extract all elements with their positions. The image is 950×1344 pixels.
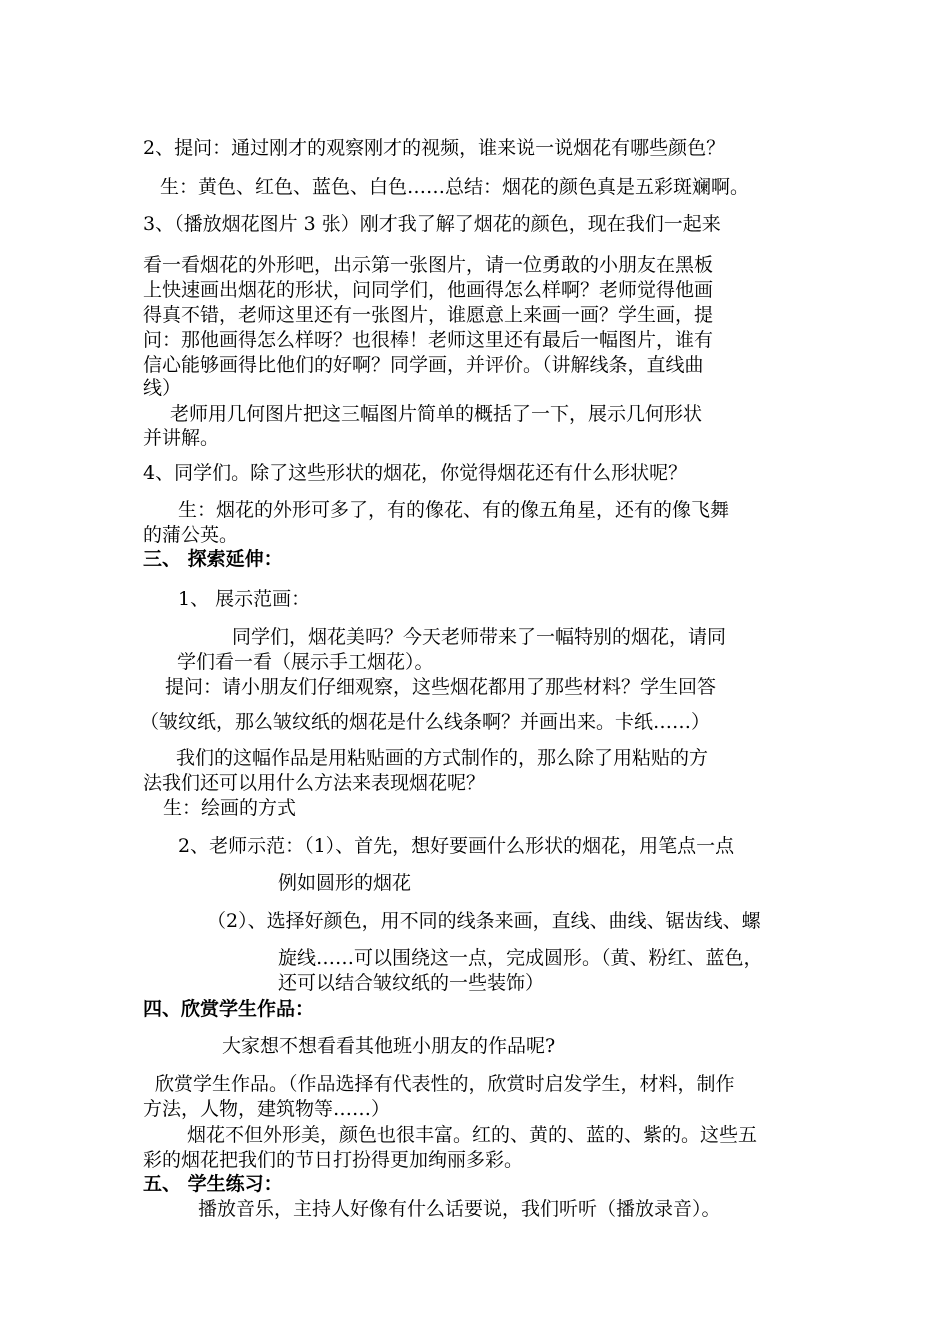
text-line: 提问：请小朋友们仔细观察，这些烟花都用了那些材料？学生回答 — [165, 676, 717, 698]
text-line: 并讲解。 — [143, 427, 220, 449]
text-line: 的蒲公英。 — [143, 524, 239, 546]
text-line: 法我们还可以用什么方法来表现烟花呢？ — [143, 772, 486, 794]
text-line: 播放音乐，主持人好像有什么话要说，我们听听（播放录音）。 — [198, 1198, 721, 1220]
text-line: 彩的烟花把我们的节日打扮得更加绚丽多彩。 — [143, 1149, 524, 1171]
text-line: 3、（播放烟花图片 3 张）刚才我了解了烟花的颜色，现在我们一起来 — [143, 213, 721, 235]
subsection-heading: 2、老师示范：（1）、首先，想好要画什么形状的烟花，用笔点一点 — [178, 835, 735, 857]
text-line: 生：绘画的方式 — [163, 797, 297, 819]
text-line: 得真不错，老师这里还有一张图片，谁愿意上来画一画？学生画，提 — [143, 304, 714, 326]
text-line: 线） — [143, 377, 182, 399]
subsection-heading: 1、 展示范画： — [178, 588, 311, 610]
text-line: （皱纹纸，那么皱纹纸的烟花是什么线条啊？并画出来。卡纸……） — [140, 711, 711, 733]
text-line: 大家想不想看看其他班小朋友的作品呢? — [222, 1035, 556, 1057]
text-line: 看一看烟花的外形吧，出示第一张图片，请一位勇敢的小朋友在黑板 — [143, 254, 714, 276]
section-heading: 五、 学生练习： — [143, 1173, 283, 1195]
text-line: 学们看一看（展示手工烟花）。 — [177, 651, 434, 673]
section-heading: 三、 探索延伸： — [143, 548, 283, 570]
text-line: 生：烟花的外形可多了，有的像花、有的像五角星，还有的像飞舞 — [178, 499, 730, 521]
text-line: 方法，人物，建筑物等……） — [143, 1098, 391, 1120]
text-line: 2、提问：通过刚才的观察刚才的视频，谁来说一说烟花有哪些颜色？ — [143, 137, 726, 159]
text-line: 上快速画出烟花的形状，问同学们，他画得怎么样啊？老师觉得他画 — [143, 279, 714, 301]
text-line: 烟花不但外形美，颜色也很丰富。红的、黄的、蓝的、紫的。这些五 — [187, 1124, 758, 1146]
text-line: 旋线……可以围绕这一点，完成圆形。（黄、粉红、蓝色， — [278, 947, 763, 969]
text-line: 欣赏学生作品。（作品选择有代表性的，欣赏时启发学生，材料，制作 — [155, 1073, 735, 1095]
text-line: 生：黄色、红色、蓝色、白色……总结：烟花的颜色真是五彩斑斓啊。 — [160, 176, 750, 198]
text-line: 老师用几何图片把这三幅图片简单的概括了一下，展示几何形状 — [170, 403, 703, 425]
text-line: 信心能够画得比他们的好啊？同学画，并评价。（讲解线条，直线曲 — [143, 354, 704, 376]
text-line: 例如圆形的烟花 — [278, 872, 412, 894]
text-line: 4、同学们。除了这些形状的烟花，你觉得烟花还有什么形状呢？ — [143, 462, 688, 484]
section-heading: 四、欣赏学生作品： — [143, 998, 315, 1020]
text-line: 我们的这幅作品是用粘贴画的方式制作的，那么除了用粘贴的方 — [176, 747, 709, 769]
text-line: （2）、选择好颜色，用不同的线条来画，直线、曲线、锯齿线、螺 — [207, 910, 761, 932]
text-line: 同学们，烟花美吗？今天老师带来了一幅特别的烟花，请同 — [232, 626, 727, 648]
text-line: 还可以结合皱纹纸的一些装饰） — [278, 972, 545, 994]
text-line: 问：那他画得怎么样呀？也很棒！老师这里还有最后一幅图片，谁有 — [143, 329, 714, 351]
